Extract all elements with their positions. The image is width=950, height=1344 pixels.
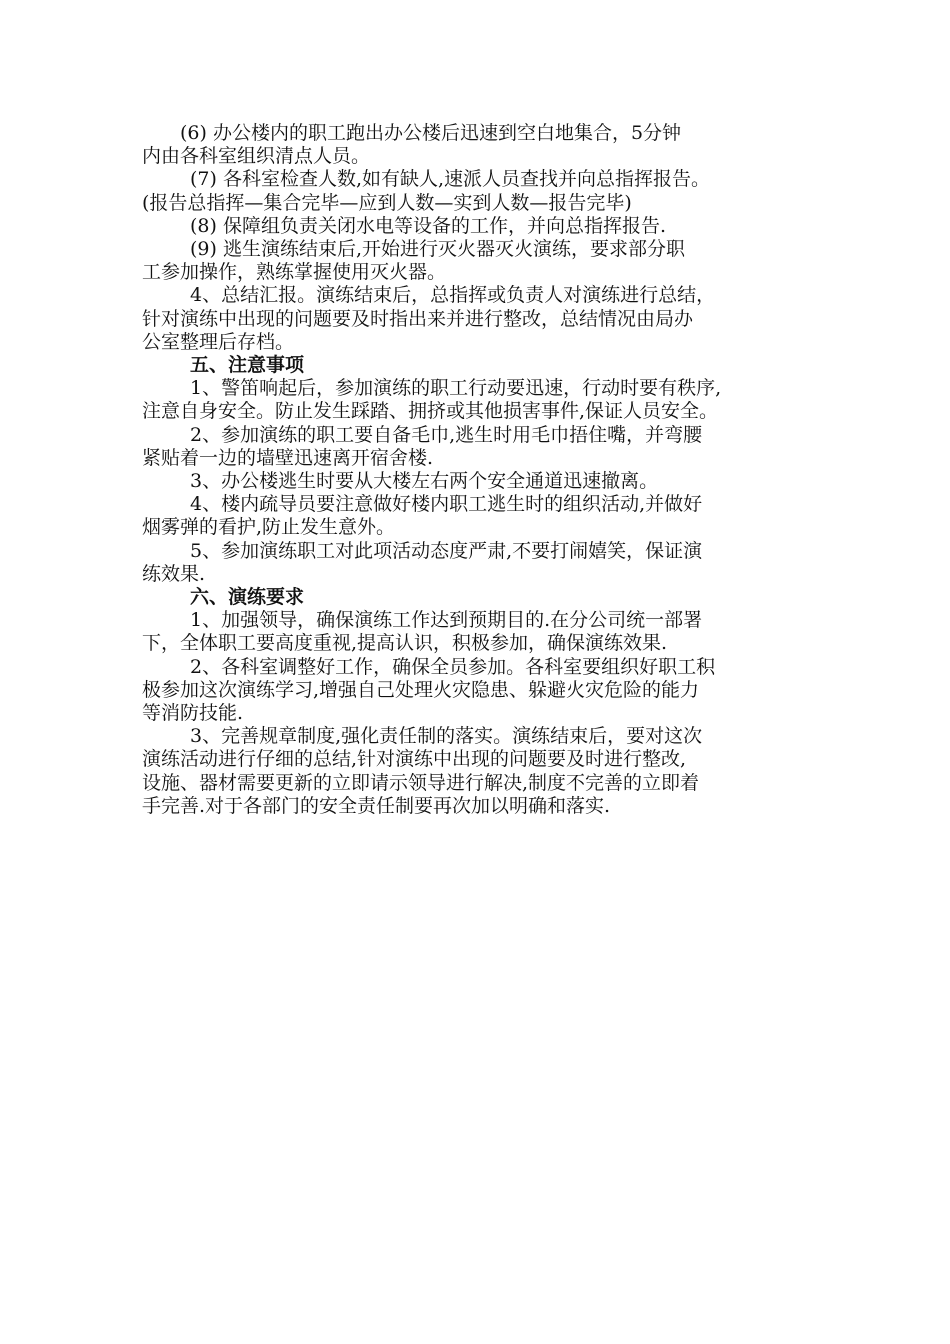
paragraph-item-9 xyxy=(142,238,817,284)
requirement-item-3 xyxy=(142,725,817,818)
section-heading-precautions: 五、注意事项 xyxy=(190,354,305,377)
text-line: 工参加操作，熟练掌握使用灭火器。 xyxy=(142,261,447,284)
text-line: 4、总结汇报。演练结束后，总指挥或负责人对演练进行总结， xyxy=(190,284,716,307)
text-line: 5、参加演练职工对此项活动态度严肃,不要打闹嬉笑，保证演 xyxy=(190,539,703,562)
text-line: 下，全体职工要高度重视,提高认识，积极参加，确保演练效果. xyxy=(142,632,668,655)
text-line: 手完善.对于各部门的安全责任制要再次加以明确和落实. xyxy=(142,794,611,817)
text-line: 4、楼内疏导员要注意做好楼内职工逃生时的组织活动,并做好 xyxy=(190,493,703,516)
text-line: 内由各科室组织清点人员。 xyxy=(142,145,371,168)
precaution-item-4 xyxy=(142,493,817,539)
text-line: 注意自身安全。防止发生踩踏、拥挤或其他损害事件,保证人员安全。 xyxy=(142,400,719,423)
precaution-item-2 xyxy=(142,424,817,470)
document-body xyxy=(142,122,817,818)
paragraph-item-6 xyxy=(142,122,817,168)
text-line: 针对演练中出现的问题要及时指出来并进行整改，总结情况由局办 xyxy=(142,307,694,330)
text-line: (7) 各科室检查人数,如有缺人,速派人员查找并向总指挥报告。 xyxy=(190,168,711,191)
paragraph-item-8 xyxy=(142,215,817,238)
text-line: (8) 保障组负责关闭水电等设备的工作，并向总指挥报告. xyxy=(190,214,666,237)
text-line: 1、警笛响起后，参加演练的职工行动要迅速，行动时要有秩序, xyxy=(190,377,722,400)
text-line: 设施、器材需要更新的立即请示领导进行解决,制度不完善的立即着 xyxy=(142,771,700,794)
text-line: 3、办公楼逃生时要从大楼左右两个安全通道迅速撤离。 xyxy=(190,470,659,493)
text-line: 2、各科室调整好工作，确保全员参加。各科室要组织好职工积 xyxy=(190,655,716,678)
text-line: (9) 逃生演练结束后,开始进行灭火器灭火演练，要求部分职 xyxy=(190,238,685,261)
text-line: 等消防技能. xyxy=(142,702,244,725)
text-line: 练效果. xyxy=(142,562,206,585)
precaution-item-1 xyxy=(142,377,817,423)
precaution-item-3 xyxy=(142,470,817,493)
text-line: 极参加这次演练学习,增强自己处理火灾隐患、躲避火灾危险的能力 xyxy=(142,678,700,701)
paragraph-item-7 xyxy=(142,168,817,214)
text-line: 3、完善规章制度,强化责任制的落实。演练结束后，要对这次 xyxy=(190,725,703,748)
precaution-item-5 xyxy=(142,540,817,586)
text-line: 紧贴着一边的墙壁迅速离开宿舍楼. xyxy=(142,446,434,469)
section-heading-drill-requirements: 六、演练要求 xyxy=(190,586,305,609)
text-line: 演练活动进行仔细的总结,针对演练中出现的问题要及时进行整改, xyxy=(142,748,687,771)
text-line: 公室整理后存档。 xyxy=(142,330,295,353)
paragraph-summary-report xyxy=(142,284,817,354)
text-line: 烟雾弹的看护,防止发生意外。 xyxy=(142,516,396,539)
text-line: (6) 办公楼内的职工跑出办公楼后迅速到空白地集合，5分钟 xyxy=(180,122,682,144)
text-line: 2、参加演练的职工要自备毛巾,逃生时用毛巾捂住嘴，并弯腰 xyxy=(190,423,703,446)
text-line: 1、加强领导，确保演练工作达到预期目的.在分公司统一部署 xyxy=(190,609,703,632)
text-line: (报告总指挥—集合完毕—应到人数—实到人数—报告完毕) xyxy=(142,191,632,214)
requirement-item-1 xyxy=(142,609,817,655)
requirement-item-2 xyxy=(142,656,817,726)
